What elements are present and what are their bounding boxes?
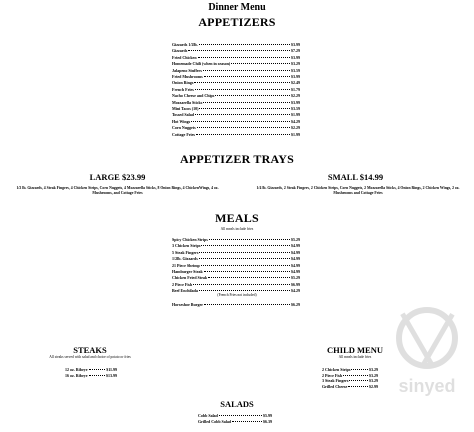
menu-item-price: $3.99 xyxy=(291,99,300,105)
menu-item-row xyxy=(172,282,300,287)
dot-leader xyxy=(349,380,368,381)
menu-item-name: Horseshoe Burger xyxy=(172,302,203,307)
dot-leader xyxy=(209,239,290,240)
menu-item-name: 2 Piece Fish xyxy=(172,281,193,287)
menu-item-name: Spicy Chicken Strips xyxy=(172,237,208,242)
small-tray-label: SMALL $14.99 xyxy=(327,172,384,182)
dot-leader xyxy=(203,102,290,103)
menu-item-price: $2.49 xyxy=(291,80,300,86)
fork-knife-logo-icon xyxy=(385,300,470,400)
menu-item-row xyxy=(172,55,300,60)
dot-leader xyxy=(199,108,290,109)
menu-item-row xyxy=(172,100,300,105)
menu-item-name: Cottage Fries xyxy=(172,131,195,137)
menu-item-row xyxy=(172,93,300,98)
large-tray-description: 1/2 lb. Gizzards, 4 Steak Fingers, 4 Chicken Strips, Corn Nuggets, 4 Mozzarella Sticks, 8 Onion Rings, 4 ChickenWings, 4 oz. Mushrooms, and Cottage Fries xyxy=(16,186,219,195)
dot-leader xyxy=(199,44,290,45)
small-tray-description: 1/4 lb. Gizzards, 2 Steak Fingers, 2 Chicken Strips, Corn Nuggets, 2 Mozzarella Sticks, 4 Onion Rings, 2 Chicken Wings, 2 oz. Mushrooms and Cottage Fries xyxy=(256,186,460,195)
steaks-heading: STEAKS xyxy=(73,345,107,355)
menu-item-name: 3 Steak Fingers xyxy=(322,378,349,384)
fries-not-included-note: (French Fries not included) xyxy=(217,293,257,297)
menu-item-price: $4.99 xyxy=(291,262,300,268)
menu-item-name: Chicken Fried Steak xyxy=(172,275,208,281)
menu-item-row xyxy=(172,87,300,92)
menu-item-name: Grilled Cheese xyxy=(322,383,348,389)
dot-leader xyxy=(199,252,290,253)
menu-item-price: $5.29 xyxy=(291,275,300,281)
menu-item-price: $3.29 xyxy=(369,378,378,384)
menu-item-price: $4.99 xyxy=(291,269,300,274)
menu-item-row xyxy=(172,42,300,47)
menu-item-row xyxy=(322,367,378,372)
dot-leader xyxy=(215,95,290,96)
menu-item-name: 2 Chicken Strips xyxy=(322,367,351,372)
menu-item-row xyxy=(65,373,117,378)
menu-item-name: 5 Steak Fingers xyxy=(172,249,199,255)
menu-item-name: 3 Chicken Strips xyxy=(172,243,201,249)
menu-item-row xyxy=(172,243,300,248)
appetizers-heading: APPETIZERS xyxy=(198,15,276,29)
menu-item-row xyxy=(172,125,300,130)
menu-item-price: $6.99 xyxy=(291,281,300,287)
menu-item-price: $6.39 xyxy=(263,419,272,425)
menu-item-row xyxy=(172,48,300,53)
menu-item-price: $2.29 xyxy=(291,125,300,131)
menu-item-price: $3.59 xyxy=(291,67,300,73)
appetizer-trays-heading: APPETIZER TRAYS xyxy=(179,152,295,166)
child-menu-heading: CHILD MENU xyxy=(327,345,383,355)
menu-item-price: $2.99 xyxy=(369,383,378,389)
menu-item-name: Mini Tacos (10) xyxy=(172,106,199,111)
dot-leader xyxy=(351,369,368,370)
dot-leader xyxy=(89,369,106,370)
menu-item-price: $5.29 xyxy=(291,237,300,242)
menu-title: Dinner Menu xyxy=(208,2,266,13)
dot-leader xyxy=(196,134,290,135)
menu-item-price: $3.99 xyxy=(291,54,300,60)
menu-item-row xyxy=(172,80,300,85)
dot-leader xyxy=(199,258,290,259)
menu-item-price: $3.29 xyxy=(369,372,378,378)
menu-item-price: $4.99 xyxy=(291,249,300,255)
menu-item-price: $4.29 xyxy=(291,288,300,294)
menu-item-price: $11.99 xyxy=(106,367,117,372)
menu-item-name: Hot Wings xyxy=(172,118,191,124)
dot-leader xyxy=(204,304,290,305)
menu-item-name: Corn Nuggets xyxy=(172,125,196,131)
menu-item-price: $3.59 xyxy=(291,106,300,111)
menu-item-name: Beef Enchilada xyxy=(172,288,198,294)
menu-item-name: Mozzarella Sticks xyxy=(172,99,203,105)
menu-item-row xyxy=(172,302,300,307)
menu-item-row xyxy=(198,413,272,418)
dot-leader xyxy=(343,375,368,376)
dot-leader xyxy=(232,421,262,422)
menu-item-name: French Fries xyxy=(172,86,194,92)
menu-item-name: Homemade Chili (when in season) xyxy=(172,61,231,67)
menu-item-row xyxy=(172,61,300,66)
menu-item-row xyxy=(322,384,378,389)
menu-item-price: $3.99 xyxy=(291,42,300,47)
meals-note: All meals include fries xyxy=(220,227,254,231)
menu-item-price: $6.29 xyxy=(291,302,300,307)
menu-item-row xyxy=(172,132,300,137)
child-menu-note: All meals include fries xyxy=(338,355,372,359)
menu-item-price: $5.99 xyxy=(263,413,272,418)
menu-item-row xyxy=(172,250,300,255)
menu-item-price: $13.99 xyxy=(106,373,117,379)
dot-leader xyxy=(204,76,290,77)
dot-leader xyxy=(201,265,290,266)
menu-item-row xyxy=(172,275,300,280)
dot-leader xyxy=(231,63,290,64)
menu-item-price: $4.99 xyxy=(291,256,300,262)
menu-item-name: Hamburger Steak xyxy=(172,269,203,274)
menu-item-row xyxy=(172,237,300,242)
dot-leader xyxy=(198,57,290,58)
menu-item-name: Fried Chicken xyxy=(172,54,197,60)
menu-item-price: $3.29 xyxy=(369,367,378,372)
dot-leader xyxy=(191,121,290,122)
menu-item-row xyxy=(172,106,300,111)
dot-leader xyxy=(208,277,290,278)
menu-item-row xyxy=(172,74,300,79)
menu-item-name: Cobb Salad xyxy=(198,413,218,418)
menu-item-row xyxy=(172,119,300,124)
dot-leader xyxy=(199,290,290,291)
menu-item-name: 1/2lb. Gizzards xyxy=(172,256,198,262)
menu-item-price: $4.99 xyxy=(291,243,300,249)
watermark-text: sinyed xyxy=(398,376,456,396)
dot-leader xyxy=(201,245,290,246)
menu-item-price: $3.99 xyxy=(291,74,300,79)
menu-item-name: Onion Rings xyxy=(172,80,194,86)
menu-item-row xyxy=(172,68,300,73)
dot-leader xyxy=(195,89,290,90)
menu-item-row xyxy=(322,373,378,378)
dot-leader xyxy=(89,375,105,376)
dot-leader xyxy=(188,50,290,51)
salads-heading: SALADS xyxy=(220,399,254,409)
dot-leader xyxy=(204,271,290,272)
dot-leader xyxy=(194,82,290,83)
menu-item-name: Gizzards xyxy=(172,48,188,54)
dot-leader xyxy=(197,127,290,128)
menu-item-name: 21 Piece Shrimp xyxy=(172,262,200,268)
dot-leader xyxy=(219,415,262,416)
menu-item-row xyxy=(198,419,272,424)
large-tray-label: LARGE $23.99 xyxy=(89,172,146,182)
menu-item-name: Fried Mushrooms xyxy=(172,74,203,79)
menu-item-name: 12 oz. Ribeye xyxy=(65,367,88,372)
menu-item-price: $1.99 xyxy=(291,112,300,118)
menu-item-name: Gizzards 1/2lb. xyxy=(172,42,198,47)
dot-leader xyxy=(195,114,290,115)
steaks-note: All steaks served with salad and choice of potato or fries xyxy=(49,355,131,359)
menu-item-row xyxy=(322,378,378,383)
menu-item-name: 2 Piece Fish xyxy=(322,372,343,378)
menu-item-price: $7.29 xyxy=(291,48,300,54)
dot-leader xyxy=(193,284,290,285)
menu-item-row xyxy=(65,367,117,372)
menu-item-row xyxy=(172,112,300,117)
meals-heading: MEALS xyxy=(215,211,259,225)
menu-item-row xyxy=(172,256,300,261)
menu-item-price: $1.99 xyxy=(291,131,300,137)
dot-leader xyxy=(203,70,290,71)
menu-item-name: 16 oz. Ribeye xyxy=(65,373,88,379)
dot-leader xyxy=(348,386,368,387)
menu-item-name: Jalapeno Stuffers xyxy=(172,67,202,73)
menu-item-row xyxy=(172,269,300,274)
menu-item-row xyxy=(172,263,300,268)
menu-item-name: Tossed Salad xyxy=(172,112,194,118)
menu-item-name: Grilled Cobb Salad xyxy=(198,419,232,425)
menu-item-price: $4.29 xyxy=(291,118,300,124)
menu-item-price: $1.79 xyxy=(291,86,300,92)
menu-item-name: Nacho Cheese and Chips xyxy=(172,93,215,99)
menu-item-price: $3.29 xyxy=(291,61,300,67)
menu-item-price: $2.29 xyxy=(291,93,300,99)
